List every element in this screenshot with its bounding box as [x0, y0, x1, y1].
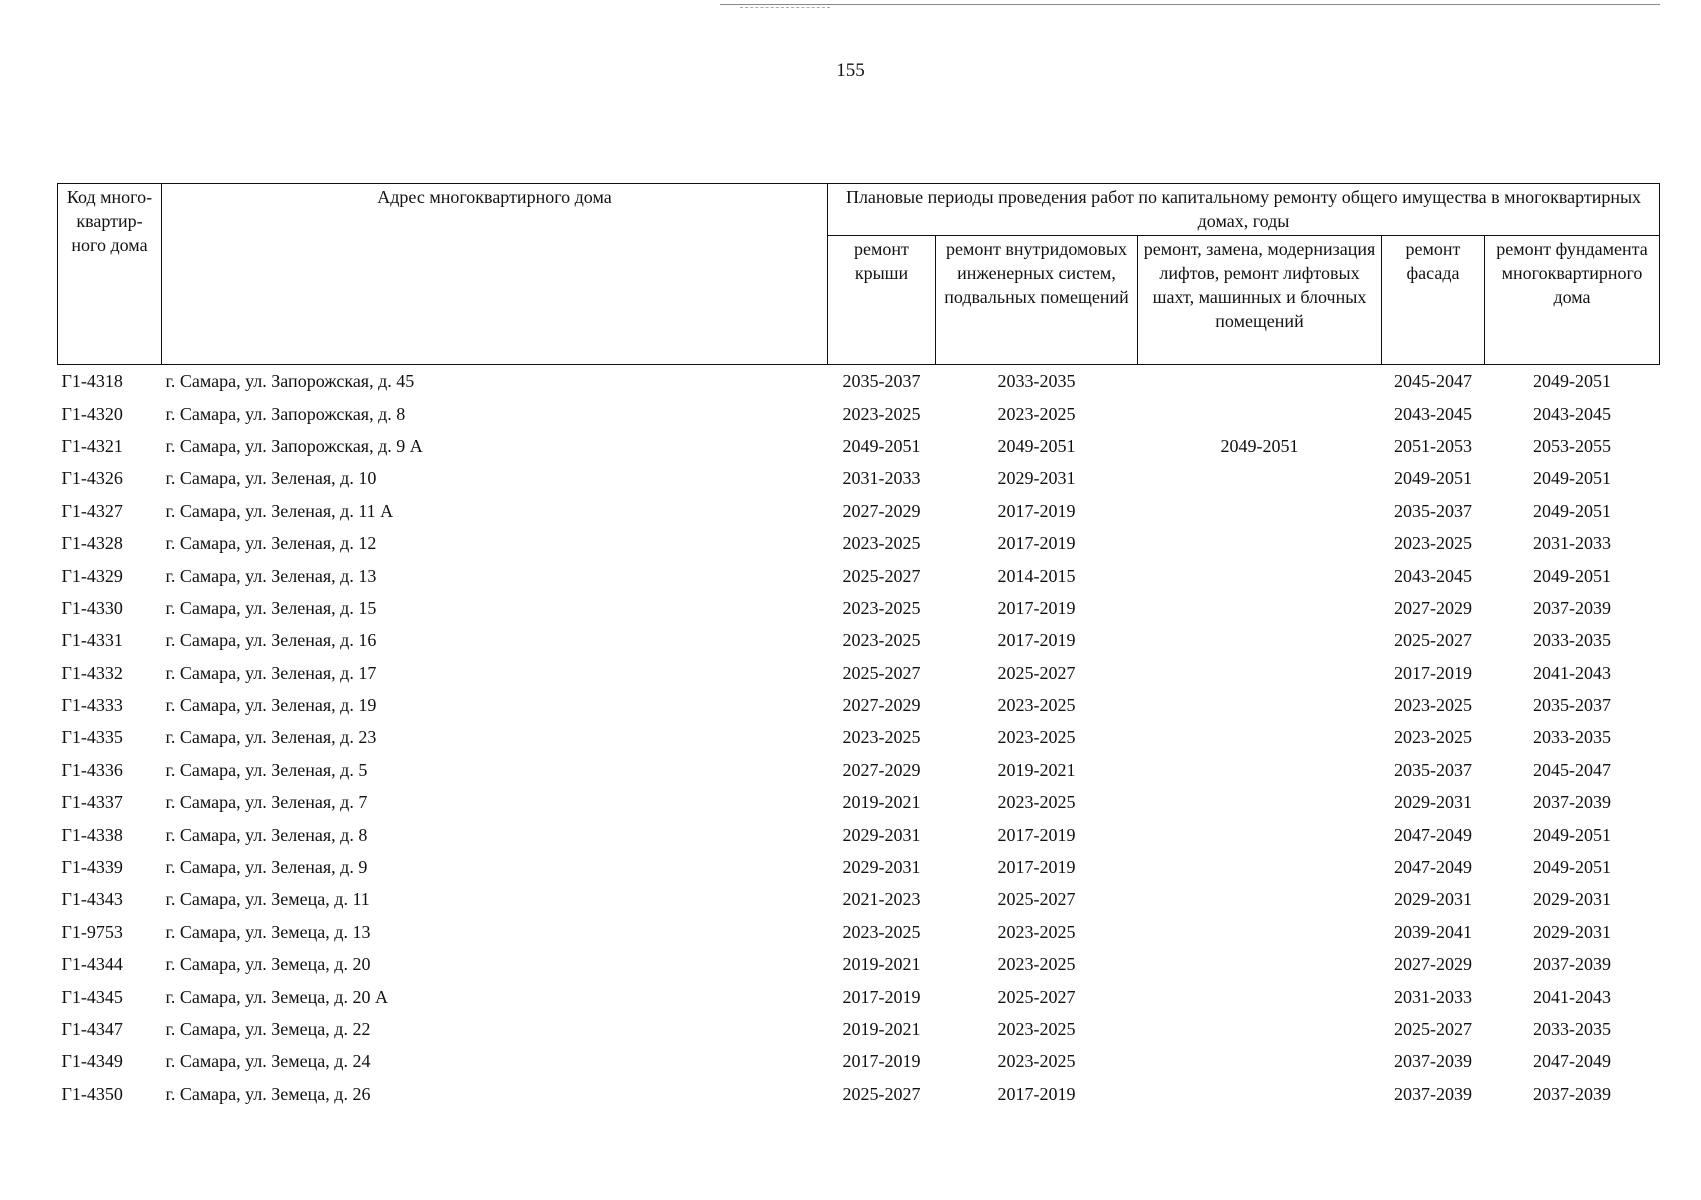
cell-roof: 2019-2021 — [842, 792, 921, 813]
table-row — [58, 786, 1660, 818]
cell-roof: 2025-2027 — [842, 565, 921, 586]
cell-address: г. Самара, ул. Земеца, д. 20 — [165, 954, 371, 975]
cell-address: г. Самара, ул. Зеленая, д. 5 — [165, 759, 368, 780]
cell-address: г. Самара, ул. Зеленая, д. 19 — [165, 695, 377, 716]
cell-foundation: 2045-2047 — [1533, 759, 1611, 780]
cell-elevators — [1138, 1078, 1382, 1110]
table-row — [58, 1078, 1660, 1110]
cell-elevators — [1138, 462, 1382, 494]
cell-elevators — [1138, 721, 1382, 753]
cell-foundation: 2049-2051 — [1533, 371, 1611, 392]
cell-elevators — [1138, 592, 1382, 624]
cell-roof: 2029-2031 — [842, 857, 921, 878]
header-roof: ремонт крыши — [828, 235, 936, 364]
cell-code: Г1-4350 — [61, 1083, 123, 1104]
cell-systems: 2023-2025 — [997, 403, 1076, 424]
table-row — [58, 883, 1660, 915]
table-row — [58, 462, 1660, 494]
cell-facade: 2047-2049 — [1394, 824, 1472, 845]
cell-address: г. Самара, ул. Запорожская, д. 8 — [165, 403, 406, 424]
cell-code: Г1-4327 — [61, 500, 123, 521]
header-periods-group: Плановые периоды проведения работ по капитальному ремонту общего имущества в многоквартирных домах, годы — [828, 184, 1660, 236]
cell-roof: 2031-2033 — [842, 468, 921, 489]
page-number: 155 — [836, 60, 865, 81]
cell-code: Г1-4345 — [61, 986, 123, 1007]
cell-systems: 2023-2025 — [997, 727, 1076, 748]
cell-systems: 2049-2051 — [997, 435, 1076, 456]
table-row — [58, 689, 1660, 721]
cell-code: Г1-4333 — [61, 695, 123, 716]
table-header — [58, 184, 1660, 365]
cell-foundation: 2037-2039 — [1533, 1083, 1611, 1104]
table-row — [58, 1045, 1660, 1077]
cell-code: Г1-4338 — [61, 824, 123, 845]
table-row — [58, 624, 1660, 656]
cell-code: Г1-4344 — [61, 954, 123, 975]
cell-roof: 2021-2023 — [842, 889, 921, 910]
cell-foundation: 2033-2035 — [1533, 630, 1611, 651]
cell-foundation: 2049-2051 — [1533, 500, 1611, 521]
header-row-top — [58, 184, 1660, 236]
cell-systems: 2023-2025 — [997, 954, 1076, 975]
cell-foundation: 2041-2043 — [1533, 986, 1611, 1007]
table-row — [58, 851, 1660, 883]
cell-address: г. Самара, ул. Земеца, д. 26 — [165, 1083, 371, 1104]
cell-address: г. Самара, ул. Зеленая, д. 13 — [165, 565, 377, 586]
cell-foundation: 2031-2033 — [1533, 533, 1611, 554]
cell-systems: 2023-2025 — [997, 1051, 1076, 1072]
cell-foundation: 2035-2037 — [1533, 695, 1611, 716]
capital-repair-schedule-table — [57, 183, 1660, 1110]
cell-facade: 2025-2027 — [1394, 630, 1472, 651]
cell-foundation: 2033-2035 — [1533, 1019, 1611, 1039]
cell-elevators — [1138, 689, 1382, 721]
cell-facade: 2035-2037 — [1394, 500, 1472, 521]
cell-systems: 2014-2015 — [997, 565, 1076, 586]
cell-elevators — [1138, 851, 1382, 883]
cell-facade: 2037-2039 — [1394, 1051, 1472, 1072]
cell-address: г. Самара, ул. Земеца, д. 20 А — [165, 986, 388, 1007]
cell-code: Г1-4330 — [61, 597, 123, 618]
table-row — [58, 1013, 1660, 1045]
cell-code: Г1-4331 — [61, 630, 123, 651]
cell-roof: 2023-2025 — [842, 533, 921, 554]
cell-facade: 2029-2031 — [1394, 792, 1472, 813]
cell-systems: 2017-2019 — [997, 1083, 1076, 1104]
cell-roof: 2023-2025 — [842, 630, 921, 651]
table-row — [58, 657, 1660, 689]
cell-code: Г1-9753 — [61, 921, 123, 942]
cell-facade: 2045-2047 — [1394, 371, 1472, 392]
cell-address: г. Самара, ул. Зеленая, д. 11 А — [165, 500, 394, 521]
cell-systems: 2017-2019 — [997, 824, 1076, 845]
cell-code: Г1-4347 — [61, 1019, 123, 1039]
cell-roof: 2019-2021 — [842, 954, 921, 975]
cell-elevators — [1138, 365, 1382, 398]
cell-code: Г1-4320 — [61, 403, 123, 424]
cell-foundation: 2029-2031 — [1533, 921, 1611, 942]
cell-systems: 2025-2027 — [997, 662, 1076, 683]
cell-systems: 2019-2021 — [997, 759, 1076, 780]
table-body — [58, 365, 1660, 1110]
cell-facade: 2027-2029 — [1394, 597, 1472, 618]
cell-elevators — [1138, 495, 1382, 527]
header-facade: ремонт фасада — [1382, 235, 1485, 364]
cell-code: Г1-4328 — [61, 533, 123, 554]
cell-code: Г1-4343 — [61, 889, 123, 910]
cell-address: г. Самара, ул. Земеца, д. 24 — [165, 1051, 371, 1072]
cell-elevators — [1138, 883, 1382, 915]
cell-systems: 2017-2019 — [997, 857, 1076, 878]
cell-address: г. Самара, ул. Зеленая, д. 15 — [165, 597, 377, 618]
cell-address: г. Самара, ул. Зеленая, д. 12 — [165, 533, 377, 554]
table-row — [58, 495, 1660, 527]
cell-roof: 2019-2021 — [842, 1019, 921, 1039]
cell-roof: 2035-2037 — [842, 371, 921, 392]
cell-facade: 2027-2029 — [1394, 954, 1472, 975]
cell-code: Г1-4321 — [61, 435, 123, 456]
cell-facade: 2035-2037 — [1394, 759, 1472, 780]
cell-code: Г1-4337 — [61, 792, 123, 813]
cell-code: Г1-4335 — [61, 727, 123, 748]
cell-code: Г1-4318 — [61, 371, 123, 392]
table-row — [58, 430, 1660, 462]
cell-roof: 2029-2031 — [842, 824, 921, 845]
cell-systems: 2025-2027 — [997, 889, 1076, 910]
cell-code: Г1-4349 — [61, 1051, 123, 1072]
cell-elevators — [1138, 948, 1382, 980]
cell-foundation: 2049-2051 — [1533, 565, 1611, 586]
cell-elevators: 2049-2051 — [1220, 435, 1299, 456]
top-scan-rule — [720, 4, 1660, 5]
cell-elevators — [1138, 980, 1382, 1012]
header-address: Адрес многоквартирного дома — [162, 184, 828, 365]
cell-address: г. Самара, ул. Запорожская, д. 9 А — [165, 435, 423, 456]
cell-foundation: 2029-2031 — [1533, 889, 1611, 910]
cell-code: Г1-4336 — [61, 759, 123, 780]
cell-roof: 2025-2027 — [842, 1083, 921, 1104]
cell-address: г. Самара, ул. Зеленая, д. 23 — [165, 727, 377, 748]
cell-roof: 2027-2029 — [842, 500, 921, 521]
cell-systems: 2017-2019 — [997, 630, 1076, 651]
table-row — [58, 559, 1660, 591]
table-row — [58, 527, 1660, 559]
cell-address: г. Самара, ул. Зеленая, д. 16 — [165, 630, 377, 651]
cell-code: Г1-4326 — [61, 468, 123, 489]
cell-elevators — [1138, 1013, 1382, 1045]
cell-systems: 2023-2025 — [997, 792, 1076, 813]
cell-foundation: 2053-2055 — [1533, 435, 1611, 456]
cell-systems: 2023-2025 — [997, 1019, 1076, 1039]
cell-facade: 2025-2027 — [1394, 1019, 1472, 1039]
cell-code: Г1-4339 — [61, 857, 123, 878]
header-foundation: ремонт фундамента многоквартирного дома — [1485, 235, 1660, 364]
table-row — [58, 980, 1660, 1012]
cell-foundation: 2049-2051 — [1533, 824, 1611, 845]
cell-foundation: 2043-2045 — [1533, 403, 1611, 424]
cell-elevators — [1138, 397, 1382, 429]
cell-foundation: 2037-2039 — [1533, 792, 1611, 813]
cell-systems: 2017-2019 — [997, 500, 1076, 521]
top-scan-rule-fragment — [740, 7, 830, 8]
cell-systems: 2023-2025 — [997, 695, 1076, 716]
cell-code: Г1-4329 — [61, 565, 123, 586]
cell-elevators — [1138, 818, 1382, 850]
cell-facade: 2023-2025 — [1394, 695, 1472, 716]
cell-elevators — [1138, 754, 1382, 786]
cell-roof: 2023-2025 — [842, 727, 921, 748]
cell-elevators — [1138, 559, 1382, 591]
cell-roof: 2023-2025 — [842, 921, 921, 942]
cell-facade: 2039-2041 — [1394, 921, 1472, 942]
cell-code: Г1-4332 — [61, 662, 123, 683]
cell-foundation: 2037-2039 — [1533, 954, 1611, 975]
cell-facade: 2043-2045 — [1394, 403, 1472, 424]
header-code: Код много-квартир-ного дома — [58, 184, 162, 365]
cell-facade: 2031-2033 — [1394, 986, 1472, 1007]
cell-facade: 2017-2019 — [1394, 662, 1472, 683]
cell-address: г. Самара, ул. Запорожская, д. 45 — [165, 371, 415, 392]
cell-systems: 2023-2025 — [997, 921, 1076, 942]
cell-facade: 2049-2051 — [1394, 468, 1472, 489]
cell-address: г. Самара, ул. Земеца, д. 22 — [165, 1019, 371, 1039]
cell-elevators — [1138, 916, 1382, 948]
cell-address: г. Самара, ул. Зеленая, д. 8 — [165, 824, 368, 845]
header-systems: ремонт внутридомовых инженерных систем, подвальных помещений — [936, 235, 1138, 364]
cell-elevators — [1138, 527, 1382, 559]
cell-roof: 2025-2027 — [842, 662, 921, 683]
cell-roof: 2049-2051 — [842, 435, 921, 456]
cell-facade: 2043-2045 — [1394, 565, 1472, 586]
table-row — [58, 818, 1660, 850]
cell-address: г. Самара, ул. Земеца, д. 13 — [165, 921, 371, 942]
cell-foundation: 2037-2039 — [1533, 597, 1611, 618]
cell-address: г. Самара, ул. Зеленая, д. 17 — [165, 662, 377, 683]
cell-roof: 2023-2025 — [842, 597, 921, 618]
cell-elevators — [1138, 786, 1382, 818]
cell-roof: 2017-2019 — [842, 986, 921, 1007]
cell-address: г. Самара, ул. Зеленая, д. 7 — [165, 792, 368, 813]
cell-roof: 2027-2029 — [842, 695, 921, 716]
cell-systems: 2017-2019 — [997, 533, 1076, 554]
cell-systems: 2025-2027 — [997, 986, 1076, 1007]
table-row — [58, 365, 1660, 398]
cell-foundation: 2033-2035 — [1533, 727, 1611, 748]
cell-foundation: 2049-2051 — [1533, 468, 1611, 489]
cell-facade: 2051-2053 — [1394, 435, 1472, 456]
cell-systems: 2017-2019 — [997, 597, 1076, 618]
cell-facade: 2023-2025 — [1394, 727, 1472, 748]
cell-address: г. Самара, ул. Земеца, д. 11 — [165, 889, 370, 910]
cell-elevators — [1138, 657, 1382, 689]
cell-systems: 2029-2031 — [997, 468, 1076, 489]
table-row — [58, 397, 1660, 429]
cell-facade: 2023-2025 — [1394, 533, 1472, 554]
cell-elevators — [1138, 624, 1382, 656]
cell-facade: 2029-2031 — [1394, 889, 1472, 910]
table-row — [58, 754, 1660, 786]
cell-foundation: 2041-2043 — [1533, 662, 1611, 683]
cell-address: г. Самара, ул. Зеленая, д. 10 — [165, 468, 377, 489]
cell-facade: 2047-2049 — [1394, 857, 1472, 878]
cell-facade: 2037-2039 — [1394, 1083, 1472, 1104]
cell-roof: 2023-2025 — [842, 403, 921, 424]
table-row — [58, 916, 1660, 948]
cell-roof: 2017-2019 — [842, 1051, 921, 1072]
cell-elevators — [1138, 1045, 1382, 1077]
header-elevators: ремонт, замена, модернизация лифтов, ремонт лифтовых шахт, машинных и блочных помещений — [1138, 235, 1382, 364]
cell-foundation: 2049-2051 — [1533, 857, 1611, 878]
cell-foundation: 2047-2049 — [1533, 1051, 1611, 1072]
table-row — [58, 721, 1660, 753]
cell-systems: 2033-2035 — [997, 371, 1076, 392]
table-row — [58, 592, 1660, 624]
cell-roof: 2027-2029 — [842, 759, 921, 780]
table-row — [58, 948, 1660, 980]
cell-address: г. Самара, ул. Зеленая, д. 9 — [165, 857, 368, 878]
